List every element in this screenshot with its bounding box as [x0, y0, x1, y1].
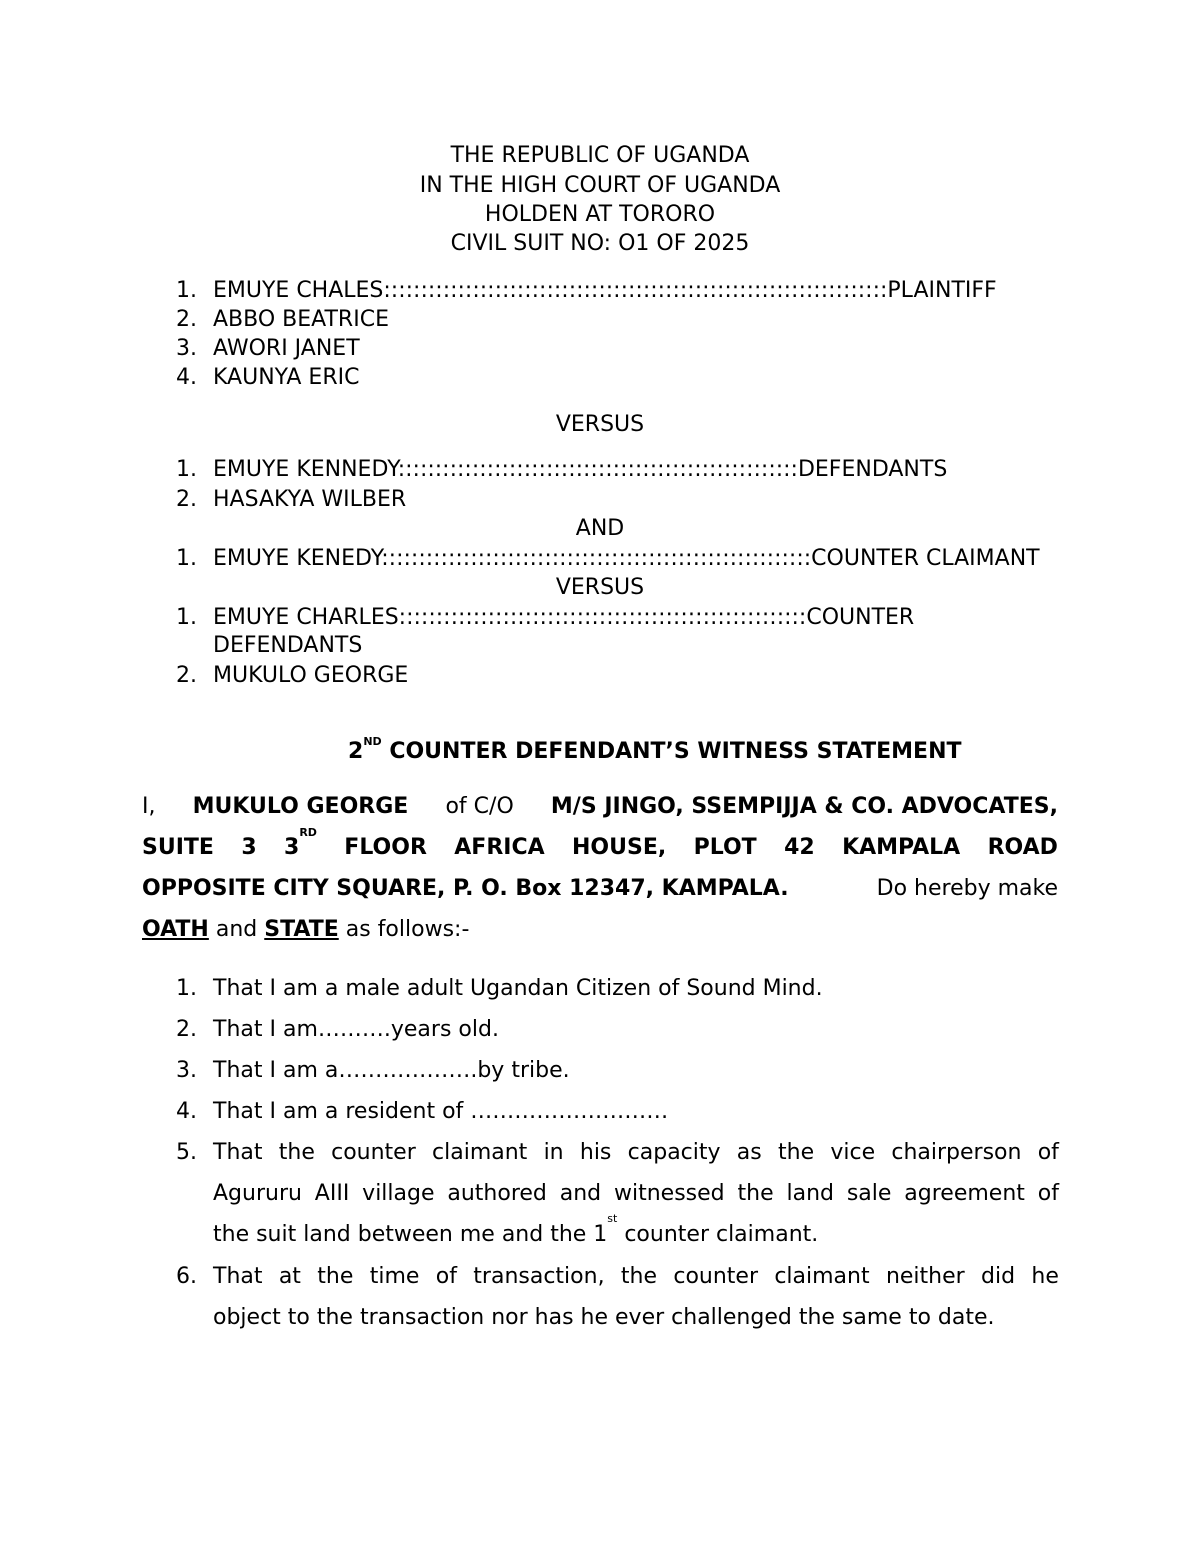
- word: transaction,: [473, 1264, 605, 1289]
- party-name: EMUYE CHALES::::::::::::::::::::::::::::::::::::::::::::::::::::::::::::::::::::PLAINTIFF: [213, 278, 997, 303]
- party-name: HASAKYA WILBER: [213, 487, 407, 512]
- word: capacity: [627, 1140, 721, 1165]
- list-number: 4.: [176, 365, 197, 390]
- word: village: [362, 1181, 435, 1206]
- party-name: EMUYE KENNEDY::::::::::::::::::::::::::::::::::::::::::::::::::::::DEFENDANTS: [213, 457, 948, 482]
- title-text: COUNTER DEFENDANT’S WITNESS STATEMENT: [381, 739, 962, 764]
- paragraph-line: [213, 1256, 1059, 1297]
- paragraph-text: That I am a resident of ………………………: [213, 1099, 669, 1124]
- party-name: EMUYE CHARLES:::::::::::::::::::::::::::::::::::::::::::::::::::::::COUNTER: [213, 605, 915, 630]
- ordinal-suffix: RD: [299, 826, 317, 839]
- intro-line-4: [142, 910, 1058, 950]
- intro-word: SUITE: [142, 835, 214, 860]
- and-word: and: [215, 917, 258, 942]
- word: neither: [885, 1264, 965, 1289]
- address-text: OPPOSITE CITY SQUARE, P. O. Box 12347, KAMPALA.: [142, 876, 789, 901]
- intro-plain-text: Do hereby make: [876, 876, 1058, 901]
- and-label: AND: [575, 516, 625, 541]
- intro-word: HOUSE,: [572, 835, 667, 860]
- list-number: 3.: [176, 336, 197, 361]
- paragraph-line: [213, 1173, 1059, 1214]
- list-number: 1.: [176, 278, 197, 303]
- party-name: MUKULO GEORGE: [213, 663, 409, 688]
- intro-word: KAMPALA: [842, 835, 961, 860]
- word: AIII: [314, 1181, 350, 1206]
- party-role: DEFENDANTS: [213, 633, 363, 658]
- intro-line-3: [142, 869, 1058, 909]
- firm-name: M/S JINGO, SSEMPIJJA & CO. ADVOCATES,: [550, 794, 1058, 819]
- word: time: [369, 1264, 420, 1289]
- word: That: [213, 1264, 263, 1289]
- paragraph-number: 1.: [176, 976, 197, 1001]
- word: witnessed: [614, 1181, 725, 1206]
- paragraph-number: 6.: [176, 1264, 197, 1289]
- word: of: [435, 1264, 457, 1289]
- intro-word: 42: [784, 835, 815, 860]
- heading-court: IN THE HIGH COURT OF UGANDA: [419, 173, 781, 198]
- party-name: EMUYE KENEDY::::::::::::::::::::::::::::::::::::::::::::::::::::::::::COUNTER CLAIMANT: [213, 546, 1040, 571]
- versus-label: VERSUS: [555, 575, 645, 600]
- word: and: [559, 1181, 602, 1206]
- list-number: 2.: [176, 487, 197, 512]
- word: the: [317, 1264, 354, 1289]
- paragraph-number: 4.: [176, 1099, 197, 1124]
- word: Agururu: [213, 1181, 302, 1206]
- intro-word: of C/O: [445, 794, 514, 819]
- intro-word: 3: [241, 835, 257, 860]
- word: of: [1037, 1140, 1059, 1165]
- paragraph-text: That I am a……………….by tribe.: [213, 1058, 570, 1083]
- list-number: 1.: [176, 457, 197, 482]
- paragraph-text: the suit land between me and the 1: [213, 1222, 608, 1247]
- word: claimant: [432, 1140, 528, 1165]
- list-number: 1.: [176, 546, 197, 571]
- heading-holden: HOLDEN AT TORORO: [484, 202, 716, 227]
- word: counter: [331, 1140, 416, 1165]
- word: agreement: [904, 1181, 1025, 1206]
- heading-suit-no: CIVIL SUIT NO: O1 OF 2025: [450, 231, 750, 256]
- word: chairperson: [891, 1140, 1022, 1165]
- word: as: [736, 1140, 762, 1165]
- paragraph-line: [213, 1214, 818, 1255]
- oath-word: OATH: [142, 917, 209, 942]
- intro-word: I,: [142, 794, 156, 819]
- paragraph-line: [213, 1132, 1059, 1173]
- intro-word: PLOT: [693, 835, 757, 860]
- paragraph-text: That I am……….years old.: [213, 1017, 499, 1042]
- follows-text: as follows:-: [345, 917, 470, 942]
- word: the: [778, 1140, 815, 1165]
- word: he: [1031, 1264, 1059, 1289]
- word: the: [620, 1264, 658, 1289]
- intro-word: FLOOR: [344, 835, 427, 860]
- word: authored: [447, 1181, 547, 1206]
- deponent-name: MUKULO GEORGE: [192, 794, 409, 819]
- ordinal-number: 3: [284, 835, 300, 860]
- heading-republic: THE REPUBLIC OF UGANDA: [450, 143, 750, 168]
- intro-word: AFRICA: [454, 835, 545, 860]
- party-name: KAUNYA ERIC: [213, 365, 360, 390]
- paragraph-number: 3.: [176, 1058, 197, 1083]
- party-name: AWORI JANET: [213, 336, 360, 361]
- list-number: 2.: [176, 663, 197, 688]
- paragraph-text: counter claimant.: [617, 1222, 819, 1247]
- paragraph-line: object to the transaction nor has he ever challenged the same to date.: [213, 1305, 995, 1330]
- intro-word-floor-ordinal: [284, 828, 317, 868]
- list-number: 2.: [176, 307, 197, 332]
- word: in: [543, 1140, 564, 1165]
- word: his: [579, 1140, 612, 1165]
- word: vice: [830, 1140, 876, 1165]
- list-number: 1.: [176, 605, 197, 630]
- intro-line-2: [142, 828, 1058, 868]
- word: did: [981, 1264, 1016, 1289]
- paragraph-number: 5.: [176, 1140, 197, 1165]
- title-ordinal: 2: [348, 739, 364, 764]
- word: That: [213, 1140, 263, 1165]
- word: sale: [846, 1181, 892, 1206]
- versus-label: VERSUS: [555, 412, 645, 437]
- ordinal-suffix: st: [607, 1212, 618, 1225]
- word: counter: [673, 1264, 758, 1289]
- word: at: [278, 1264, 301, 1289]
- statement-title: [348, 737, 962, 767]
- party-name: ABBO BEATRICE: [213, 307, 389, 332]
- intro-line-1: [142, 787, 1058, 827]
- word: claimant: [774, 1264, 870, 1289]
- state-word: STATE: [264, 917, 339, 942]
- word: land: [786, 1181, 834, 1206]
- word: the: [737, 1181, 774, 1206]
- paragraph-text: That I am a male adult Ugandan Citizen of Sound Mind.: [213, 976, 823, 1001]
- intro-word: ROAD: [987, 835, 1058, 860]
- title-ordinal-suffix: ND: [363, 735, 382, 748]
- word: of: [1037, 1181, 1059, 1206]
- word: the: [278, 1140, 315, 1165]
- paragraph-number: 2.: [176, 1017, 197, 1042]
